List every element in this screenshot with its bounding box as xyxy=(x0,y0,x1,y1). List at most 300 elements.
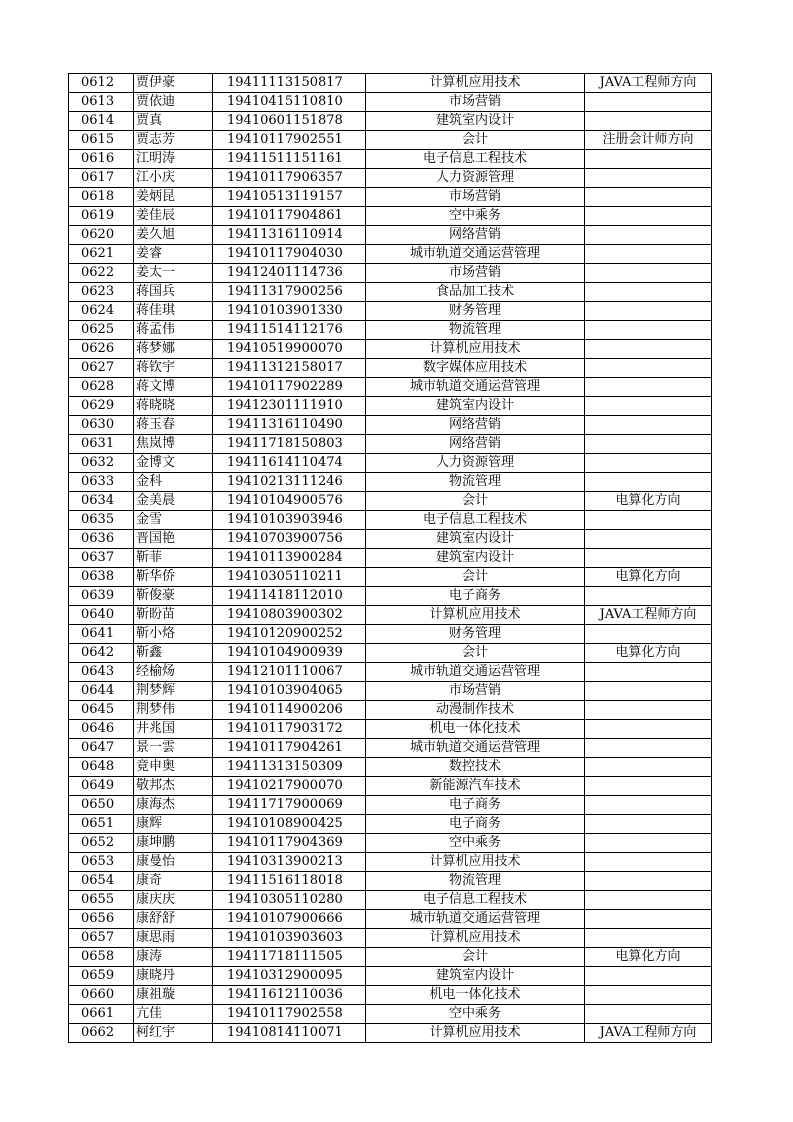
direction-cell xyxy=(585,739,712,758)
table-row xyxy=(69,872,712,891)
student-id-cell: 19411418112010 xyxy=(213,587,366,606)
table-row xyxy=(69,796,712,815)
row-number-cell: 0662 xyxy=(69,1024,134,1043)
row-number-cell: 0627 xyxy=(69,359,134,378)
major-cell: 网络营销 xyxy=(366,435,585,454)
table-row xyxy=(69,321,712,340)
major-cell: 会计 xyxy=(366,568,585,587)
direction-cell xyxy=(585,188,712,207)
table-row xyxy=(69,93,712,112)
direction-cell xyxy=(585,891,712,910)
direction-cell xyxy=(585,378,712,397)
row-number-cell: 0618 xyxy=(69,188,134,207)
student-id-cell: 19410107900666 xyxy=(213,910,366,929)
major-cell: 电子信息工程技术 xyxy=(366,891,585,910)
direction-cell: 电算化方向 xyxy=(585,644,712,663)
row-number-cell: 0629 xyxy=(69,397,134,416)
row-number-cell: 0647 xyxy=(69,739,134,758)
row-number-cell: 0616 xyxy=(69,150,134,169)
row-number-cell: 0617 xyxy=(69,169,134,188)
direction-cell xyxy=(585,701,712,720)
student-id-cell: 19410117904261 xyxy=(213,739,366,758)
row-number-cell: 0652 xyxy=(69,834,134,853)
direction-cell: JAVA工程师方向 xyxy=(585,1024,712,1043)
row-number-cell: 0635 xyxy=(69,511,134,530)
row-number-cell: 0646 xyxy=(69,720,134,739)
direction-cell xyxy=(585,720,712,739)
student-name-cell: 康奇 xyxy=(134,872,213,891)
major-cell: 机电一体化技术 xyxy=(366,720,585,739)
direction-cell: JAVA工程师方向 xyxy=(585,74,712,93)
table-row xyxy=(69,549,712,568)
direction-cell xyxy=(585,1005,712,1024)
student-id-cell: 19410117902551 xyxy=(213,131,366,150)
major-cell: 城市轨道交通运营管理 xyxy=(366,739,585,758)
direction-cell xyxy=(585,397,712,416)
student-id-cell: 19411514112176 xyxy=(213,321,366,340)
row-number-cell: 0632 xyxy=(69,454,134,473)
direction-cell xyxy=(585,663,712,682)
major-cell: 市场营销 xyxy=(366,682,585,701)
student-id-cell: 19411316110914 xyxy=(213,226,366,245)
student-name-cell: 贾真 xyxy=(134,112,213,131)
student-name-cell: 荆梦辉 xyxy=(134,682,213,701)
row-number-cell: 0642 xyxy=(69,644,134,663)
student-id-cell: 19410114900206 xyxy=(213,701,366,720)
student-id-cell: 19411312158017 xyxy=(213,359,366,378)
row-number-cell: 0659 xyxy=(69,967,134,986)
student-name-cell: 贾伊豪 xyxy=(134,74,213,93)
student-id-cell: 19410108900425 xyxy=(213,815,366,834)
table-row xyxy=(69,891,712,910)
student-name-cell: 江明涛 xyxy=(134,150,213,169)
table-row xyxy=(69,910,712,929)
direction-cell xyxy=(585,986,712,1005)
student-id-cell: 19410117903172 xyxy=(213,720,366,739)
direction-cell xyxy=(585,834,712,853)
student-name-cell: 康思雨 xyxy=(134,929,213,948)
student-name-cell: 姜睿 xyxy=(134,245,213,264)
row-number-cell: 0660 xyxy=(69,986,134,1005)
student-id-cell: 19410313900213 xyxy=(213,853,366,872)
student-id-cell: 19411317900256 xyxy=(213,283,366,302)
major-cell: 计算机应用技术 xyxy=(366,340,585,359)
direction-cell xyxy=(585,302,712,321)
student-id-cell: 19410117906357 xyxy=(213,169,366,188)
student-name-cell: 姜久旭 xyxy=(134,226,213,245)
student-name-cell: 康晓丹 xyxy=(134,967,213,986)
major-cell: 空中乘务 xyxy=(366,1005,585,1024)
student-name-cell: 康舒舒 xyxy=(134,910,213,929)
direction-cell: 电算化方向 xyxy=(585,948,712,967)
student-name-cell: 金科 xyxy=(134,473,213,492)
direction-cell xyxy=(585,169,712,188)
student-id-cell: 19410312900095 xyxy=(213,967,366,986)
row-number-cell: 0630 xyxy=(69,416,134,435)
table-row xyxy=(69,530,712,549)
student-name-cell: 敬邦杰 xyxy=(134,777,213,796)
direction-cell xyxy=(585,625,712,644)
table-row xyxy=(69,644,712,663)
direction-cell xyxy=(585,359,712,378)
major-cell: 市场营销 xyxy=(366,93,585,112)
student-name-cell: 焦岚博 xyxy=(134,435,213,454)
major-cell: 人力资源管理 xyxy=(366,169,585,188)
table-row xyxy=(69,568,712,587)
direction-cell xyxy=(585,416,712,435)
student-name-cell: 康辉 xyxy=(134,815,213,834)
student-id-cell: 19410103903603 xyxy=(213,929,366,948)
student-name-cell: 蒋孟伟 xyxy=(134,321,213,340)
major-cell: 会计 xyxy=(366,492,585,511)
table-row xyxy=(69,454,712,473)
direction-cell xyxy=(585,910,712,929)
major-cell: 电子商务 xyxy=(366,796,585,815)
major-cell: 会计 xyxy=(366,644,585,663)
direction-cell: 注册会计师方向 xyxy=(585,131,712,150)
table-row xyxy=(69,150,712,169)
row-number-cell: 0628 xyxy=(69,378,134,397)
major-cell: 食品加工技术 xyxy=(366,283,585,302)
table-row xyxy=(69,131,712,150)
student-name-cell: 康曼怡 xyxy=(134,853,213,872)
student-name-cell: 荆梦伟 xyxy=(134,701,213,720)
major-cell: 建筑室内设计 xyxy=(366,549,585,568)
row-number-cell: 0631 xyxy=(69,435,134,454)
student-id-cell: 19410814110071 xyxy=(213,1024,366,1043)
student-id-cell: 19410117904030 xyxy=(213,245,366,264)
student-name-cell: 金雪 xyxy=(134,511,213,530)
major-cell: 空中乘务 xyxy=(366,834,585,853)
direction-cell xyxy=(585,796,712,815)
student-name-cell: 经榆炀 xyxy=(134,663,213,682)
major-cell: 电子信息工程技术 xyxy=(366,150,585,169)
student-id-cell: 19410117902558 xyxy=(213,1005,366,1024)
direction-cell xyxy=(585,207,712,226)
major-cell: 城市轨道交通运营管理 xyxy=(366,910,585,929)
table-row xyxy=(69,986,712,1005)
table-row xyxy=(69,777,712,796)
student-id-cell: 19410213111246 xyxy=(213,473,366,492)
table-row xyxy=(69,435,712,454)
direction-cell xyxy=(585,853,712,872)
direction-cell xyxy=(585,511,712,530)
major-cell: 物流管理 xyxy=(366,872,585,891)
major-cell: 财务管理 xyxy=(366,625,585,644)
student-id-cell: 19411718150803 xyxy=(213,435,366,454)
major-cell: 电子商务 xyxy=(366,815,585,834)
student-name-cell: 康坤鹏 xyxy=(134,834,213,853)
student-id-cell: 19411313150309 xyxy=(213,758,366,777)
direction-cell xyxy=(585,264,712,283)
table-row xyxy=(69,169,712,188)
student-id-cell: 19410117902289 xyxy=(213,378,366,397)
table-row xyxy=(69,682,712,701)
table-row xyxy=(69,606,712,625)
student-id-cell: 19410305110211 xyxy=(213,568,366,587)
student-id-cell: 19411718111505 xyxy=(213,948,366,967)
student-name-cell: 康庆庆 xyxy=(134,891,213,910)
direction-cell xyxy=(585,454,712,473)
row-number-cell: 0645 xyxy=(69,701,134,720)
direction-cell xyxy=(585,682,712,701)
row-number-cell: 0650 xyxy=(69,796,134,815)
row-number-cell: 0648 xyxy=(69,758,134,777)
major-cell: 市场营销 xyxy=(366,264,585,283)
major-cell: 城市轨道交通运营管理 xyxy=(366,378,585,397)
major-cell: 网络营销 xyxy=(366,226,585,245)
student-name-cell: 贾志芳 xyxy=(134,131,213,150)
direction-cell xyxy=(585,150,712,169)
table-row xyxy=(69,663,712,682)
table-row xyxy=(69,834,712,853)
student-id-cell: 19411113150817 xyxy=(213,74,366,93)
student-name-cell: 靳鑫 xyxy=(134,644,213,663)
row-number-cell: 0620 xyxy=(69,226,134,245)
direction-cell xyxy=(585,530,712,549)
direction-cell xyxy=(585,777,712,796)
student-id-cell: 19410703900756 xyxy=(213,530,366,549)
row-number-cell: 0649 xyxy=(69,777,134,796)
table-row xyxy=(69,625,712,644)
roster-body xyxy=(69,74,712,1043)
row-number-cell: 0637 xyxy=(69,549,134,568)
table-row xyxy=(69,758,712,777)
student-id-cell: 19411516118018 xyxy=(213,872,366,891)
row-number-cell: 0634 xyxy=(69,492,134,511)
student-id-cell: 19411316110490 xyxy=(213,416,366,435)
major-cell: 计算机应用技术 xyxy=(366,74,585,93)
row-number-cell: 0651 xyxy=(69,815,134,834)
student-name-cell: 靳俊豪 xyxy=(134,587,213,606)
major-cell: 城市轨道交通运营管理 xyxy=(366,663,585,682)
direction-cell xyxy=(585,93,712,112)
major-cell: 计算机应用技术 xyxy=(366,606,585,625)
direction-cell xyxy=(585,340,712,359)
table-row xyxy=(69,207,712,226)
student-name-cell: 蒋钦宇 xyxy=(134,359,213,378)
student-name-cell: 蒋晓晓 xyxy=(134,397,213,416)
row-number-cell: 0615 xyxy=(69,131,134,150)
student-id-cell: 19410104900576 xyxy=(213,492,366,511)
student-id-cell: 19412301111910 xyxy=(213,397,366,416)
table-row xyxy=(69,967,712,986)
student-id-cell: 19410120900252 xyxy=(213,625,366,644)
student-id-cell: 19411717900069 xyxy=(213,796,366,815)
table-row xyxy=(69,511,712,530)
major-cell: 建筑室内设计 xyxy=(366,530,585,549)
direction-cell xyxy=(585,758,712,777)
student-id-cell: 19411614110474 xyxy=(213,454,366,473)
student-id-cell: 19410103904065 xyxy=(213,682,366,701)
major-cell: 网络营销 xyxy=(366,416,585,435)
row-number-cell: 0613 xyxy=(69,93,134,112)
table-row xyxy=(69,948,712,967)
student-id-cell: 19411612110036 xyxy=(213,986,366,1005)
row-number-cell: 0656 xyxy=(69,910,134,929)
table-row xyxy=(69,112,712,131)
direction-cell xyxy=(585,473,712,492)
table-row xyxy=(69,283,712,302)
direction-cell xyxy=(585,929,712,948)
major-cell: 数字媒体应用技术 xyxy=(366,359,585,378)
major-cell: 动漫制作技术 xyxy=(366,701,585,720)
student-id-cell: 19412401114736 xyxy=(213,264,366,283)
direction-cell: 电算化方向 xyxy=(585,492,712,511)
table-row xyxy=(69,264,712,283)
table-row xyxy=(69,492,712,511)
major-cell: 财务管理 xyxy=(366,302,585,321)
major-cell: 物流管理 xyxy=(366,321,585,340)
row-number-cell: 0614 xyxy=(69,112,134,131)
major-cell: 建筑室内设计 xyxy=(366,397,585,416)
major-cell: 物流管理 xyxy=(366,473,585,492)
row-number-cell: 0661 xyxy=(69,1005,134,1024)
student-name-cell: 蒋梦娜 xyxy=(134,340,213,359)
row-number-cell: 0655 xyxy=(69,891,134,910)
table-row xyxy=(69,701,712,720)
table-row xyxy=(69,340,712,359)
student-name-cell: 康祖璇 xyxy=(134,986,213,1005)
direction-cell xyxy=(585,283,712,302)
student-name-cell: 蒋玉春 xyxy=(134,416,213,435)
table-row xyxy=(69,245,712,264)
row-number-cell: 0653 xyxy=(69,853,134,872)
major-cell: 城市轨道交通运营管理 xyxy=(366,245,585,264)
row-number-cell: 0641 xyxy=(69,625,134,644)
student-id-cell: 19410305110280 xyxy=(213,891,366,910)
table-row xyxy=(69,74,712,93)
direction-cell xyxy=(585,245,712,264)
table-row xyxy=(69,720,712,739)
student-name-cell: 景一雲 xyxy=(134,739,213,758)
table-row xyxy=(69,188,712,207)
major-cell: 数控技术 xyxy=(366,758,585,777)
table-row xyxy=(69,359,712,378)
row-number-cell: 0633 xyxy=(69,473,134,492)
direction-cell: 电算化方向 xyxy=(585,568,712,587)
major-cell: 建筑室内设计 xyxy=(366,967,585,986)
student-name-cell: 康涛 xyxy=(134,948,213,967)
student-id-cell: 19410415110810 xyxy=(213,93,366,112)
table-row xyxy=(69,473,712,492)
row-number-cell: 0636 xyxy=(69,530,134,549)
row-number-cell: 0638 xyxy=(69,568,134,587)
row-number-cell: 0639 xyxy=(69,587,134,606)
student-id-cell: 19410117904369 xyxy=(213,834,366,853)
major-cell: 机电一体化技术 xyxy=(366,986,585,1005)
student-id-cell: 19410104900939 xyxy=(213,644,366,663)
row-number-cell: 0612 xyxy=(69,74,134,93)
direction-cell xyxy=(585,587,712,606)
row-number-cell: 0626 xyxy=(69,340,134,359)
student-name-cell: 靳菲 xyxy=(134,549,213,568)
row-number-cell: 0624 xyxy=(69,302,134,321)
direction-cell xyxy=(585,112,712,131)
student-name-cell: 蒋国兵 xyxy=(134,283,213,302)
student-name-cell: 柯红宇 xyxy=(134,1024,213,1043)
student-id-cell: 19410513119157 xyxy=(213,188,366,207)
direction-cell xyxy=(585,321,712,340)
student-name-cell: 靳华侨 xyxy=(134,568,213,587)
row-number-cell: 0658 xyxy=(69,948,134,967)
student-name-cell: 贾依迪 xyxy=(134,93,213,112)
student-id-cell: 19410601151878 xyxy=(213,112,366,131)
table-row xyxy=(69,1024,712,1043)
student-name-cell: 亢佳 xyxy=(134,1005,213,1024)
row-number-cell: 0622 xyxy=(69,264,134,283)
direction-cell xyxy=(585,549,712,568)
student-name-cell: 江小庆 xyxy=(134,169,213,188)
student-id-cell: 19410103901330 xyxy=(213,302,366,321)
student-name-cell: 靳盼苗 xyxy=(134,606,213,625)
student-name-cell: 蒋佳琪 xyxy=(134,302,213,321)
direction-cell xyxy=(585,435,712,454)
row-number-cell: 0623 xyxy=(69,283,134,302)
table-row xyxy=(69,853,712,872)
table-row xyxy=(69,739,712,758)
student-id-cell: 19410217900070 xyxy=(213,777,366,796)
table-row xyxy=(69,397,712,416)
student-name-cell: 井兆国 xyxy=(134,720,213,739)
direction-cell xyxy=(585,872,712,891)
student-id-cell: 19410113900284 xyxy=(213,549,366,568)
student-id-cell: 19410519900070 xyxy=(213,340,366,359)
row-number-cell: 0619 xyxy=(69,207,134,226)
row-number-cell: 0621 xyxy=(69,245,134,264)
student-name-cell: 靳小烙 xyxy=(134,625,213,644)
student-name-cell: 姜炳昆 xyxy=(134,188,213,207)
table-row xyxy=(69,302,712,321)
student-roster-table xyxy=(68,73,712,1043)
student-id-cell: 19410117904861 xyxy=(213,207,366,226)
student-id-cell: 19410103903946 xyxy=(213,511,366,530)
student-name-cell: 金美晨 xyxy=(134,492,213,511)
major-cell: 计算机应用技术 xyxy=(366,1024,585,1043)
student-name-cell: 姜佳辰 xyxy=(134,207,213,226)
table-row xyxy=(69,587,712,606)
row-number-cell: 0643 xyxy=(69,663,134,682)
major-cell: 市场营销 xyxy=(366,188,585,207)
major-cell: 空中乘务 xyxy=(366,207,585,226)
table-row xyxy=(69,1005,712,1024)
row-number-cell: 0625 xyxy=(69,321,134,340)
row-number-cell: 0644 xyxy=(69,682,134,701)
major-cell: 建筑室内设计 xyxy=(366,112,585,131)
table-row xyxy=(69,815,712,834)
student-id-cell: 19412101110067 xyxy=(213,663,366,682)
student-name-cell: 康海杰 xyxy=(134,796,213,815)
direction-cell xyxy=(585,226,712,245)
major-cell: 新能源汽车技术 xyxy=(366,777,585,796)
major-cell: 会计 xyxy=(366,131,585,150)
major-cell: 电子商务 xyxy=(366,587,585,606)
table-row xyxy=(69,226,712,245)
table-row xyxy=(69,929,712,948)
row-number-cell: 0654 xyxy=(69,872,134,891)
row-number-cell: 0657 xyxy=(69,929,134,948)
table-row xyxy=(69,416,712,435)
major-cell: 会计 xyxy=(366,948,585,967)
table-row xyxy=(69,378,712,397)
student-name-cell: 金博文 xyxy=(134,454,213,473)
direction-cell xyxy=(585,815,712,834)
major-cell: 人力资源管理 xyxy=(366,454,585,473)
major-cell: 计算机应用技术 xyxy=(366,929,585,948)
student-name-cell: 竟申奥 xyxy=(134,758,213,777)
direction-cell: JAVA工程师方向 xyxy=(585,606,712,625)
student-id-cell: 19411511151161 xyxy=(213,150,366,169)
